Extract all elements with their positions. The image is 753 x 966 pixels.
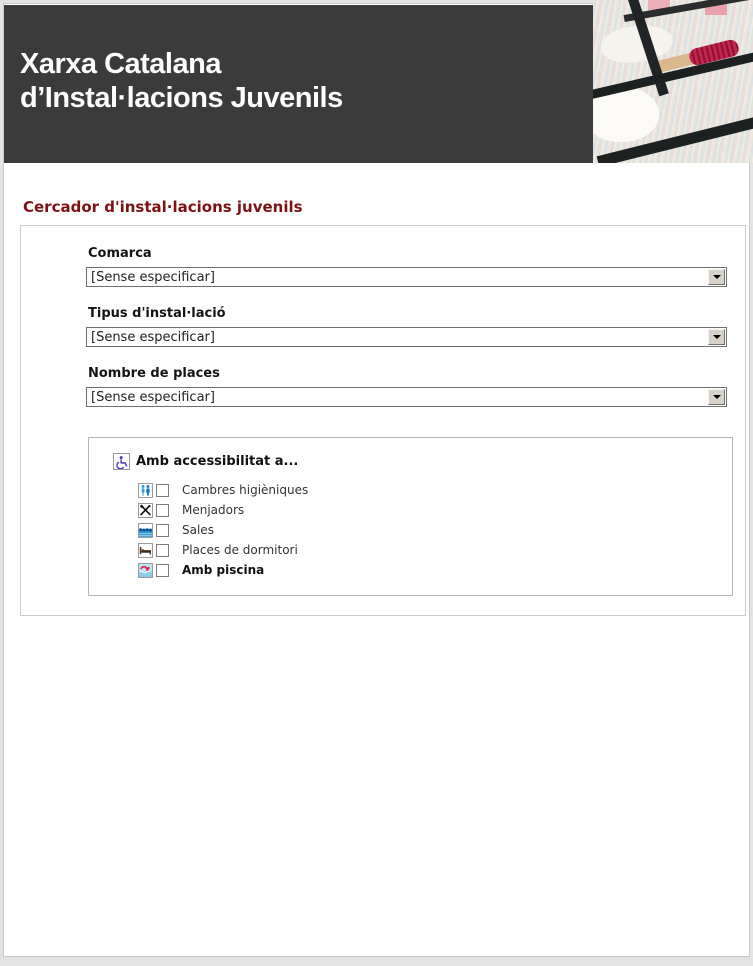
page-title: Cercador d'instal·lacions juvenils — [23, 198, 303, 216]
comarca-label: Comarca — [88, 246, 152, 261]
sales-label: Sales — [182, 523, 214, 537]
accessibility-box — [88, 437, 733, 596]
field-tipus-installacio — [86, 306, 727, 347]
site-title-line2: d’Instal·lacions Juvenils — [20, 82, 343, 114]
tipus-installacio-select[interactable] — [86, 327, 727, 347]
checkbox-places-dormitori[interactable] — [156, 544, 169, 557]
option-sales — [138, 522, 214, 538]
comarca-select-value: [Sense especificar] — [91, 270, 215, 285]
chevron-down-icon[interactable] — [708, 389, 725, 405]
cambres-higieniques-label: Cambres higièniques — [182, 483, 309, 497]
tipus-installacio-select-value: [Sense especificar] — [91, 330, 215, 345]
swimmer-icon — [138, 563, 153, 578]
option-menjadors — [138, 502, 244, 518]
option-cambres-higieniques — [138, 482, 308, 498]
field-comarca — [86, 246, 727, 287]
option-amb-piscina — [138, 562, 264, 578]
wheelchair-icon — [113, 453, 130, 470]
audience-icon — [138, 523, 153, 538]
places-dormitori-label: Places de dormitori — [182, 543, 298, 557]
search-form-box — [20, 225, 746, 616]
option-places-dormitori — [138, 542, 298, 558]
site-header — [4, 5, 593, 163]
chevron-down-icon[interactable] — [708, 329, 725, 345]
chevron-down-icon[interactable] — [708, 269, 725, 285]
restroom-icon — [138, 483, 153, 498]
site-title — [20, 47, 343, 115]
checkbox-sales[interactable] — [156, 524, 169, 537]
field-nombre-places — [86, 366, 727, 407]
header-photo-bunk-beds — [593, 0, 753, 163]
checkbox-amb-piscina[interactable] — [156, 564, 169, 577]
nombre-places-select-value: [Sense especificar] — [91, 390, 215, 405]
tipus-installacio-label: Tipus d'instal·lació — [88, 306, 226, 321]
checkbox-menjadors[interactable] — [156, 504, 169, 517]
nombre-places-label: Nombre de places — [88, 366, 220, 381]
menjadors-label: Menjadors — [182, 503, 245, 517]
cutlery-icon — [138, 503, 153, 518]
accessibility-heading: Amb accessibilitat a... — [136, 454, 299, 469]
nombre-places-select[interactable] — [86, 387, 727, 407]
comarca-select[interactable] — [86, 267, 727, 287]
checkbox-cambres-higieniques[interactable] — [156, 484, 169, 497]
amb-piscina-label: Amb piscina — [182, 563, 265, 577]
bed-icon — [138, 543, 153, 558]
accessibility-heading-row — [113, 453, 298, 470]
site-title-line1: Xarxa Catalana — [20, 48, 221, 80]
